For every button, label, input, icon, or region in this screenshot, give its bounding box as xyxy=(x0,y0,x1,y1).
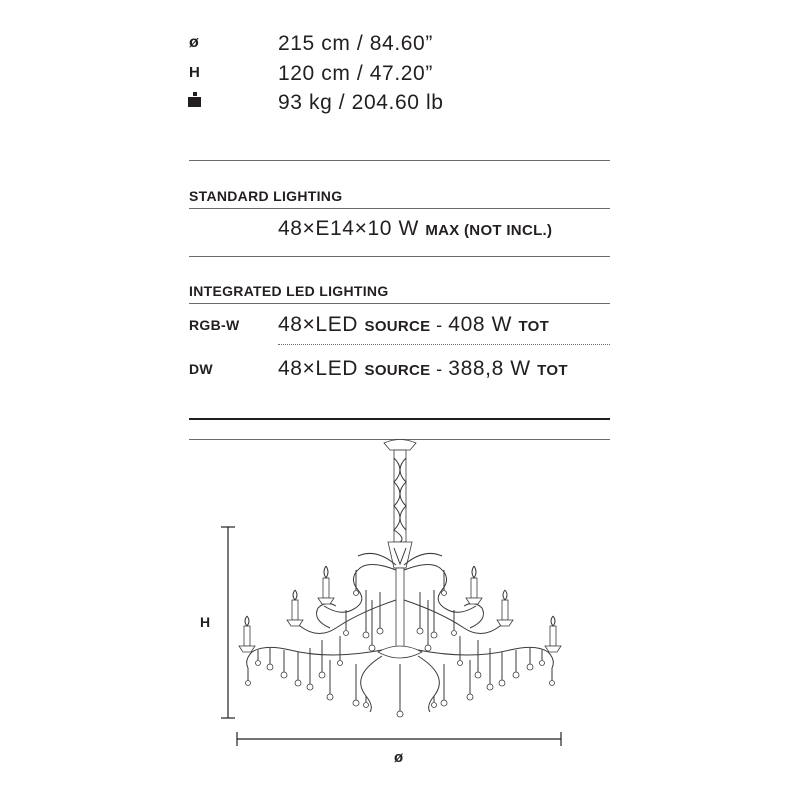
led-count: 48×LED xyxy=(278,313,359,336)
standard-lighting-main: 48×E14×10 W xyxy=(278,217,419,240)
standard-lighting-heading: STANDARD LIGHTING xyxy=(189,188,343,204)
weight-value: 93 kg / 204.60 lb xyxy=(278,91,444,114)
led-separator: - xyxy=(430,359,449,379)
led-count: 48×LED xyxy=(278,357,359,380)
led-tot: TOT xyxy=(537,362,568,379)
led-row-label: DW xyxy=(189,361,213,377)
integrated-led-heading: INTEGRATED LED LIGHTING xyxy=(189,283,389,299)
diameter-value: 215 cm / 84.60” xyxy=(278,32,433,55)
led-watts: 388,8 W xyxy=(448,357,531,380)
diameter-dimension xyxy=(237,732,561,746)
led-separator: - xyxy=(430,315,449,335)
led-watts: 408 W xyxy=(448,313,512,336)
led-source-word: SOURCE xyxy=(364,362,431,379)
diameter-symbol: ø xyxy=(189,34,200,51)
led-source-word: SOURCE xyxy=(364,318,431,335)
led-tot: TOT xyxy=(518,318,550,335)
height-dimension xyxy=(221,527,235,718)
drawing-height-label: H xyxy=(200,614,211,630)
drawing-diameter-label: ø xyxy=(394,749,404,766)
height-symbol: H xyxy=(189,64,201,81)
led-row-label: RGB-W xyxy=(189,317,240,333)
standard-lighting-suffix: MAX (NOT INCL.) xyxy=(425,222,553,239)
height-value: 120 cm / 47.20” xyxy=(278,62,433,85)
